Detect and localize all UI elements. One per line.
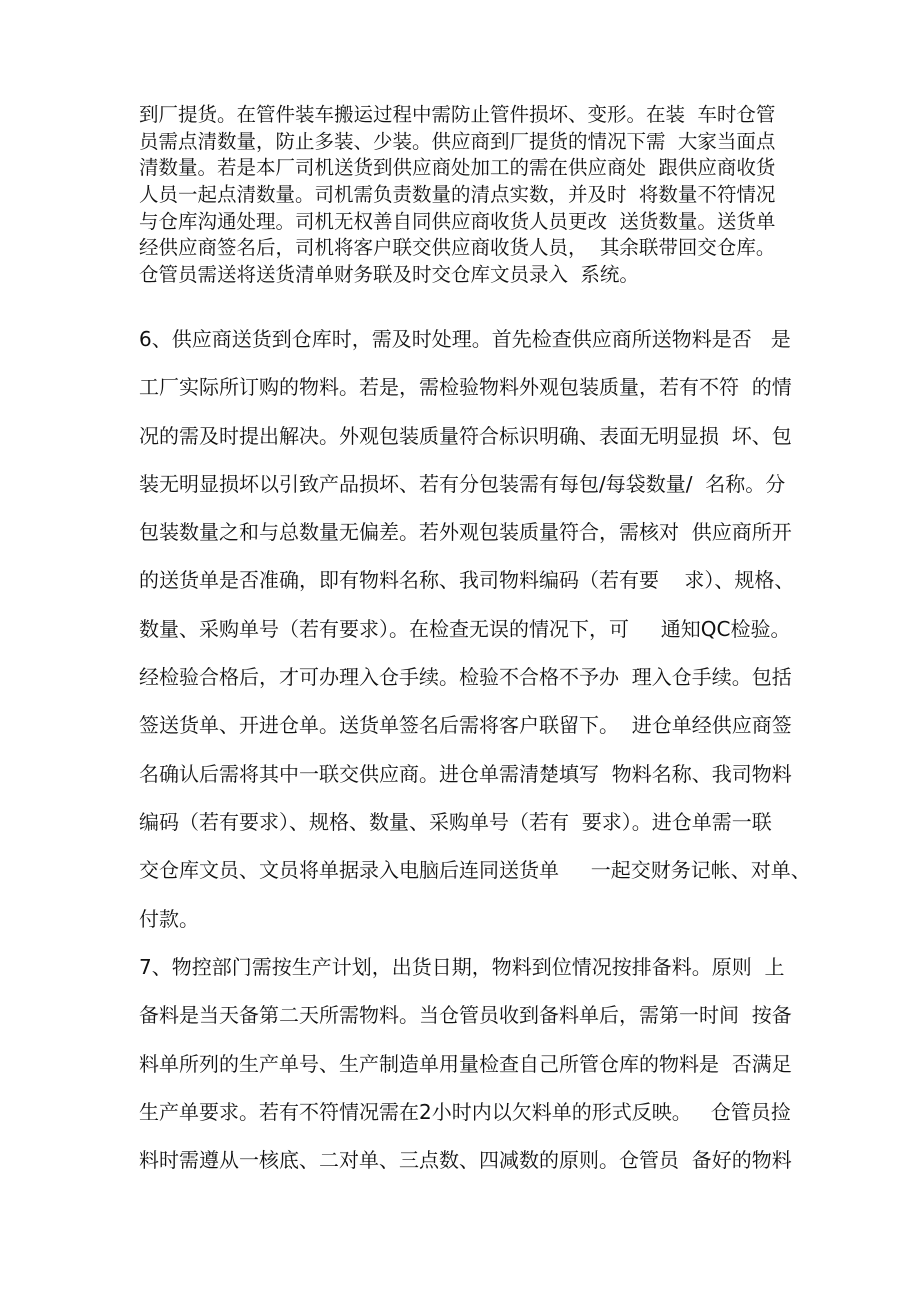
text-line: 名确认后需将其中一联交供应商。进仓单需清楚填写 物料名称、我司物料	[139, 761, 792, 786]
text-line: 工厂实际所订购的物料。若是，需检验物料外观包装质量，若有不符 的情	[139, 375, 792, 400]
text-line: 料单所列的生产单号、生产制造单用量检查自己所管仓库的物料是 否满足	[139, 1051, 792, 1076]
text-line: 员需点清数量，防止多装、少装。供应商到厂提货的情况下需 大家当面点	[139, 129, 776, 153]
text-line: 的送货单是否准确，即有物料名称、我司物料编码（若有要 求）、规格、	[139, 568, 795, 593]
text-line: 备料是当天备第二天所需物料。当仓管员收到备料单后，需第一时间 按备	[139, 1003, 792, 1028]
text-line: 交仓库文员、文员将单据录入电脑后连同送货单 一起交财务记帐、对单、	[139, 858, 811, 883]
text-line: 清数量。若是本厂司机送货到供应商处加工的需在供应商处 跟供应商收货	[139, 156, 776, 180]
text-line: 数量、采购单号（若有要求）。在检查无误的情况下，可 通知QC检验。	[139, 616, 791, 641]
paragraph-7-material-control	[139, 943, 799, 1184]
text-line: 经检验合格后，才可办理入仓手续。检验不合格不予办 理入仓手续。包括	[139, 665, 792, 690]
text-line: 仓管员需送将送货清单财务联及时交仓库文员录入 系统。	[139, 263, 639, 287]
paragraph-6-supplier-delivery	[139, 315, 811, 943]
text-line: 编码（若有要求）、规格、数量、采购单号（若有 要求）。进仓单需一联	[139, 809, 772, 834]
text-line: 签送货单、开进仓单。送货单签名后需将客户联留下。 进仓单经供应商签	[139, 713, 792, 738]
text-line: 付款。	[139, 906, 199, 931]
text-line: 7、物控部门需按生产计划，出货日期，物料到位情况按排备料。原则 上	[139, 955, 785, 979]
text-line: 包装数量之和与总数量无偏差。若外观包装质量符合，需核对 供应商所开	[139, 520, 792, 545]
text-line: 到厂提货。在管件装车搬运过程中需防止管件损坏、变形。在装 车时仓管	[139, 103, 776, 126]
text-line: 经供应商签名后，司机将客户联交供应商收货人员， 其余联带回交仓库。	[139, 236, 776, 260]
text-line: 装无明显损坏以引致产品损坏、若有分包装需有每包/每袋数量/ 名称。分	[139, 471, 786, 496]
text-line: 况的需及时提出解决。外观包装质量符合标识明确、表面无明显损 坏、包	[139, 423, 792, 448]
text-line: 6、供应商送货到仓库时，需及时处理。首先检查供应商所送物料是否 是	[139, 327, 791, 351]
text-line: 生产单要求。若有不符情况需在2小时内以欠料单的形式反映。 仓管员捡	[139, 1099, 791, 1124]
text-line: 与仓库沟通处理。司机无权善自同供应商收货人员更改 送货数量。送货单	[139, 209, 776, 233]
text-line: 料时需遵从一核底、二对单、三点数、四减数的原则。仓管员 备好的物料	[139, 1148, 792, 1173]
text-line: 人员一起点清数量。司机需负责数量的清点实数，并及时 将数量不符情况	[139, 183, 776, 207]
paragraph-pickup-continued	[139, 102, 799, 289]
